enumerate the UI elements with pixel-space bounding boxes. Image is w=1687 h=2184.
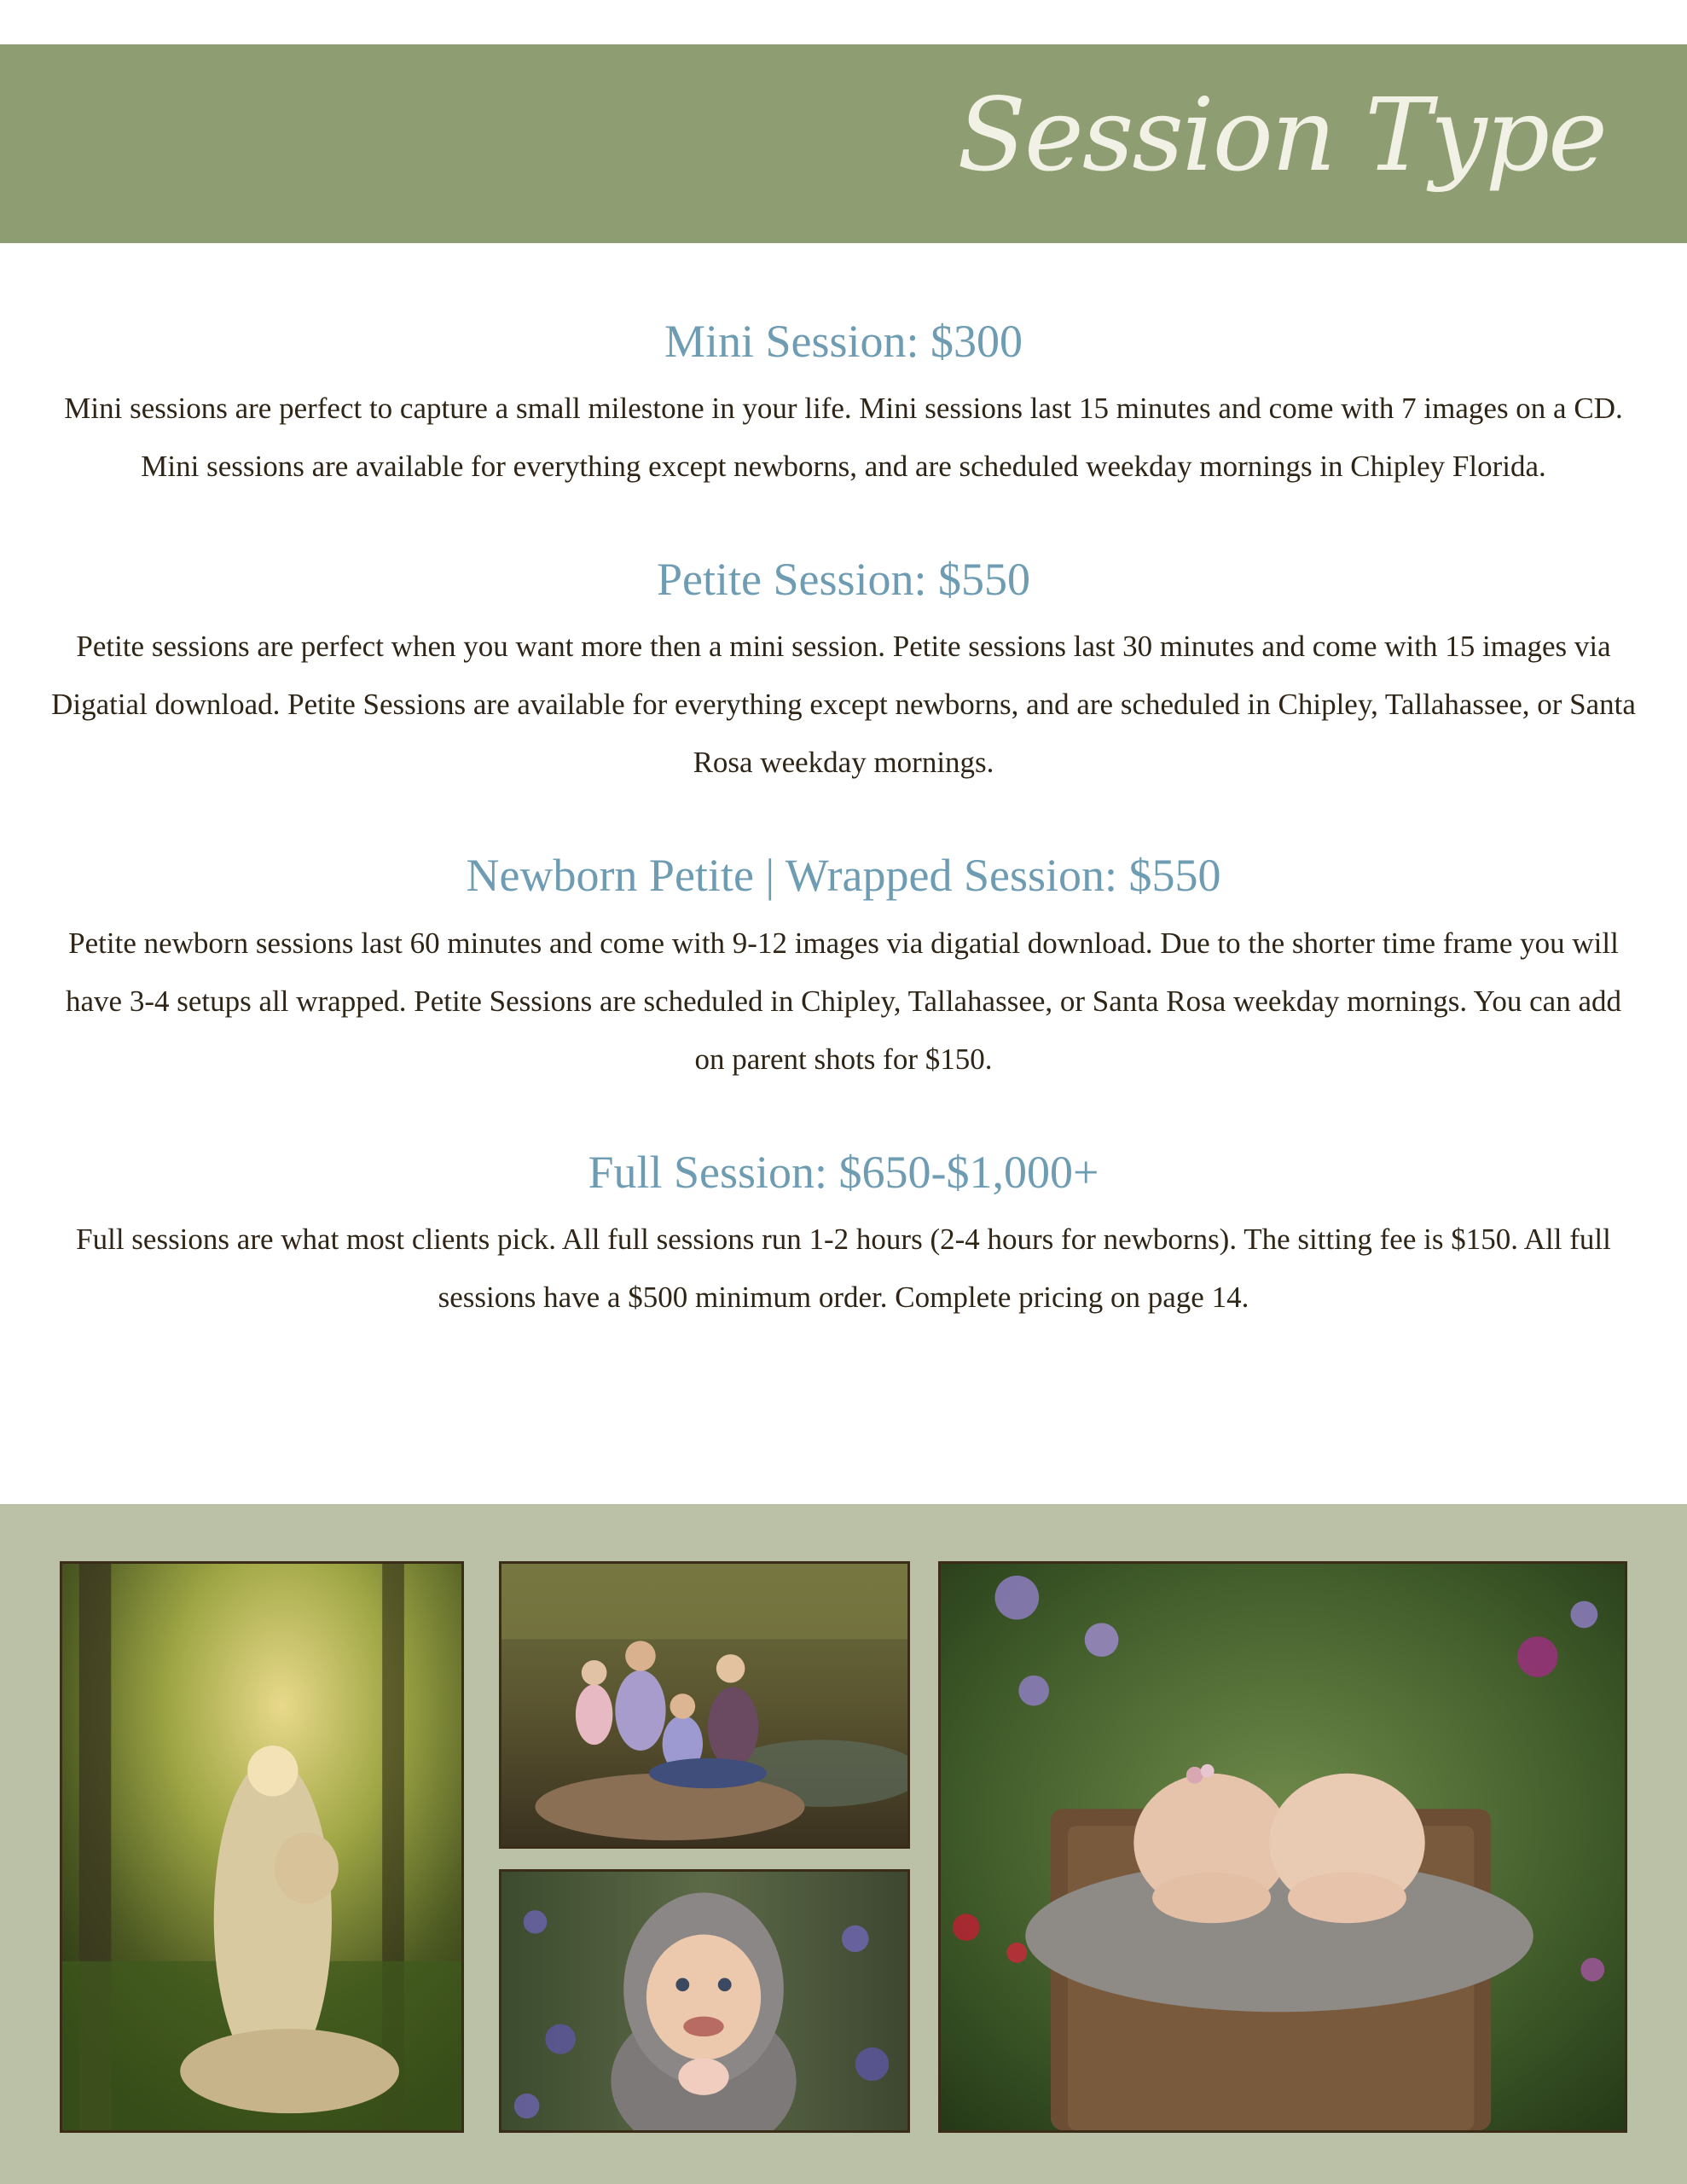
- session-description: Mini sessions are perfect to capture a small milestone in your life. Mini sessions last 15 minutes and come with 7 images on a CD. Mini sessions are available for everything except newborns, and are scheduled weekday mornings in Chipley Florida.: [64, 392, 1623, 484]
- baby-bunny-photo: [499, 1869, 910, 2133]
- session-list: [51, 299, 1636, 1327]
- newborn-twins-photo: [938, 1561, 1627, 2133]
- session-description: Full sessions are what most clients pick. All full sessions run 1-2 hours (2-4 hours for newborns). The sitting fee is $150. All full sessions have a $500 minimum order. Complete pricing on page 14.: [76, 1222, 1611, 1314]
- maternity-photo: [60, 1561, 464, 2133]
- session-title: Full Session: $650-$1,000+: [588, 1146, 1099, 1198]
- session-description: Petite newborn sessions last 60 minutes and come with 9-12 images via digatial download. Due to the shorter time frame you will have 3-4 setups all wrapped. Petite Sessions are scheduled in Chipley, Tallahassee, or Santa Rosa weekday mornings. You can add on parent shots for $150.: [66, 926, 1621, 1076]
- session-title: Mini Session: $300: [664, 316, 1023, 367]
- session-description: Petite sessions are perfect when you want more then a mini session. Petite sessions last 30 minutes and come with 15 images via Digatial download. Petite Sessions are available for everything except newborns, and are scheduled in Chipley, Tallahassee, or Santa Rosa weekday mornings.: [51, 630, 1636, 780]
- page-title: Session Type: [957, 76, 1606, 194]
- session-title: Petite Session: $550: [656, 554, 1030, 606]
- photo-gallery: [0, 1504, 1687, 2184]
- session-title: Newborn Petite | Wrapped Session: $550: [466, 850, 1221, 902]
- header-banner: [0, 44, 1687, 243]
- session-full: [51, 1142, 1636, 1327]
- session-mini: [51, 311, 1636, 496]
- family-photo: [499, 1561, 910, 1849]
- session-newborn-petite: [51, 845, 1636, 1088]
- session-petite: [51, 549, 1636, 792]
